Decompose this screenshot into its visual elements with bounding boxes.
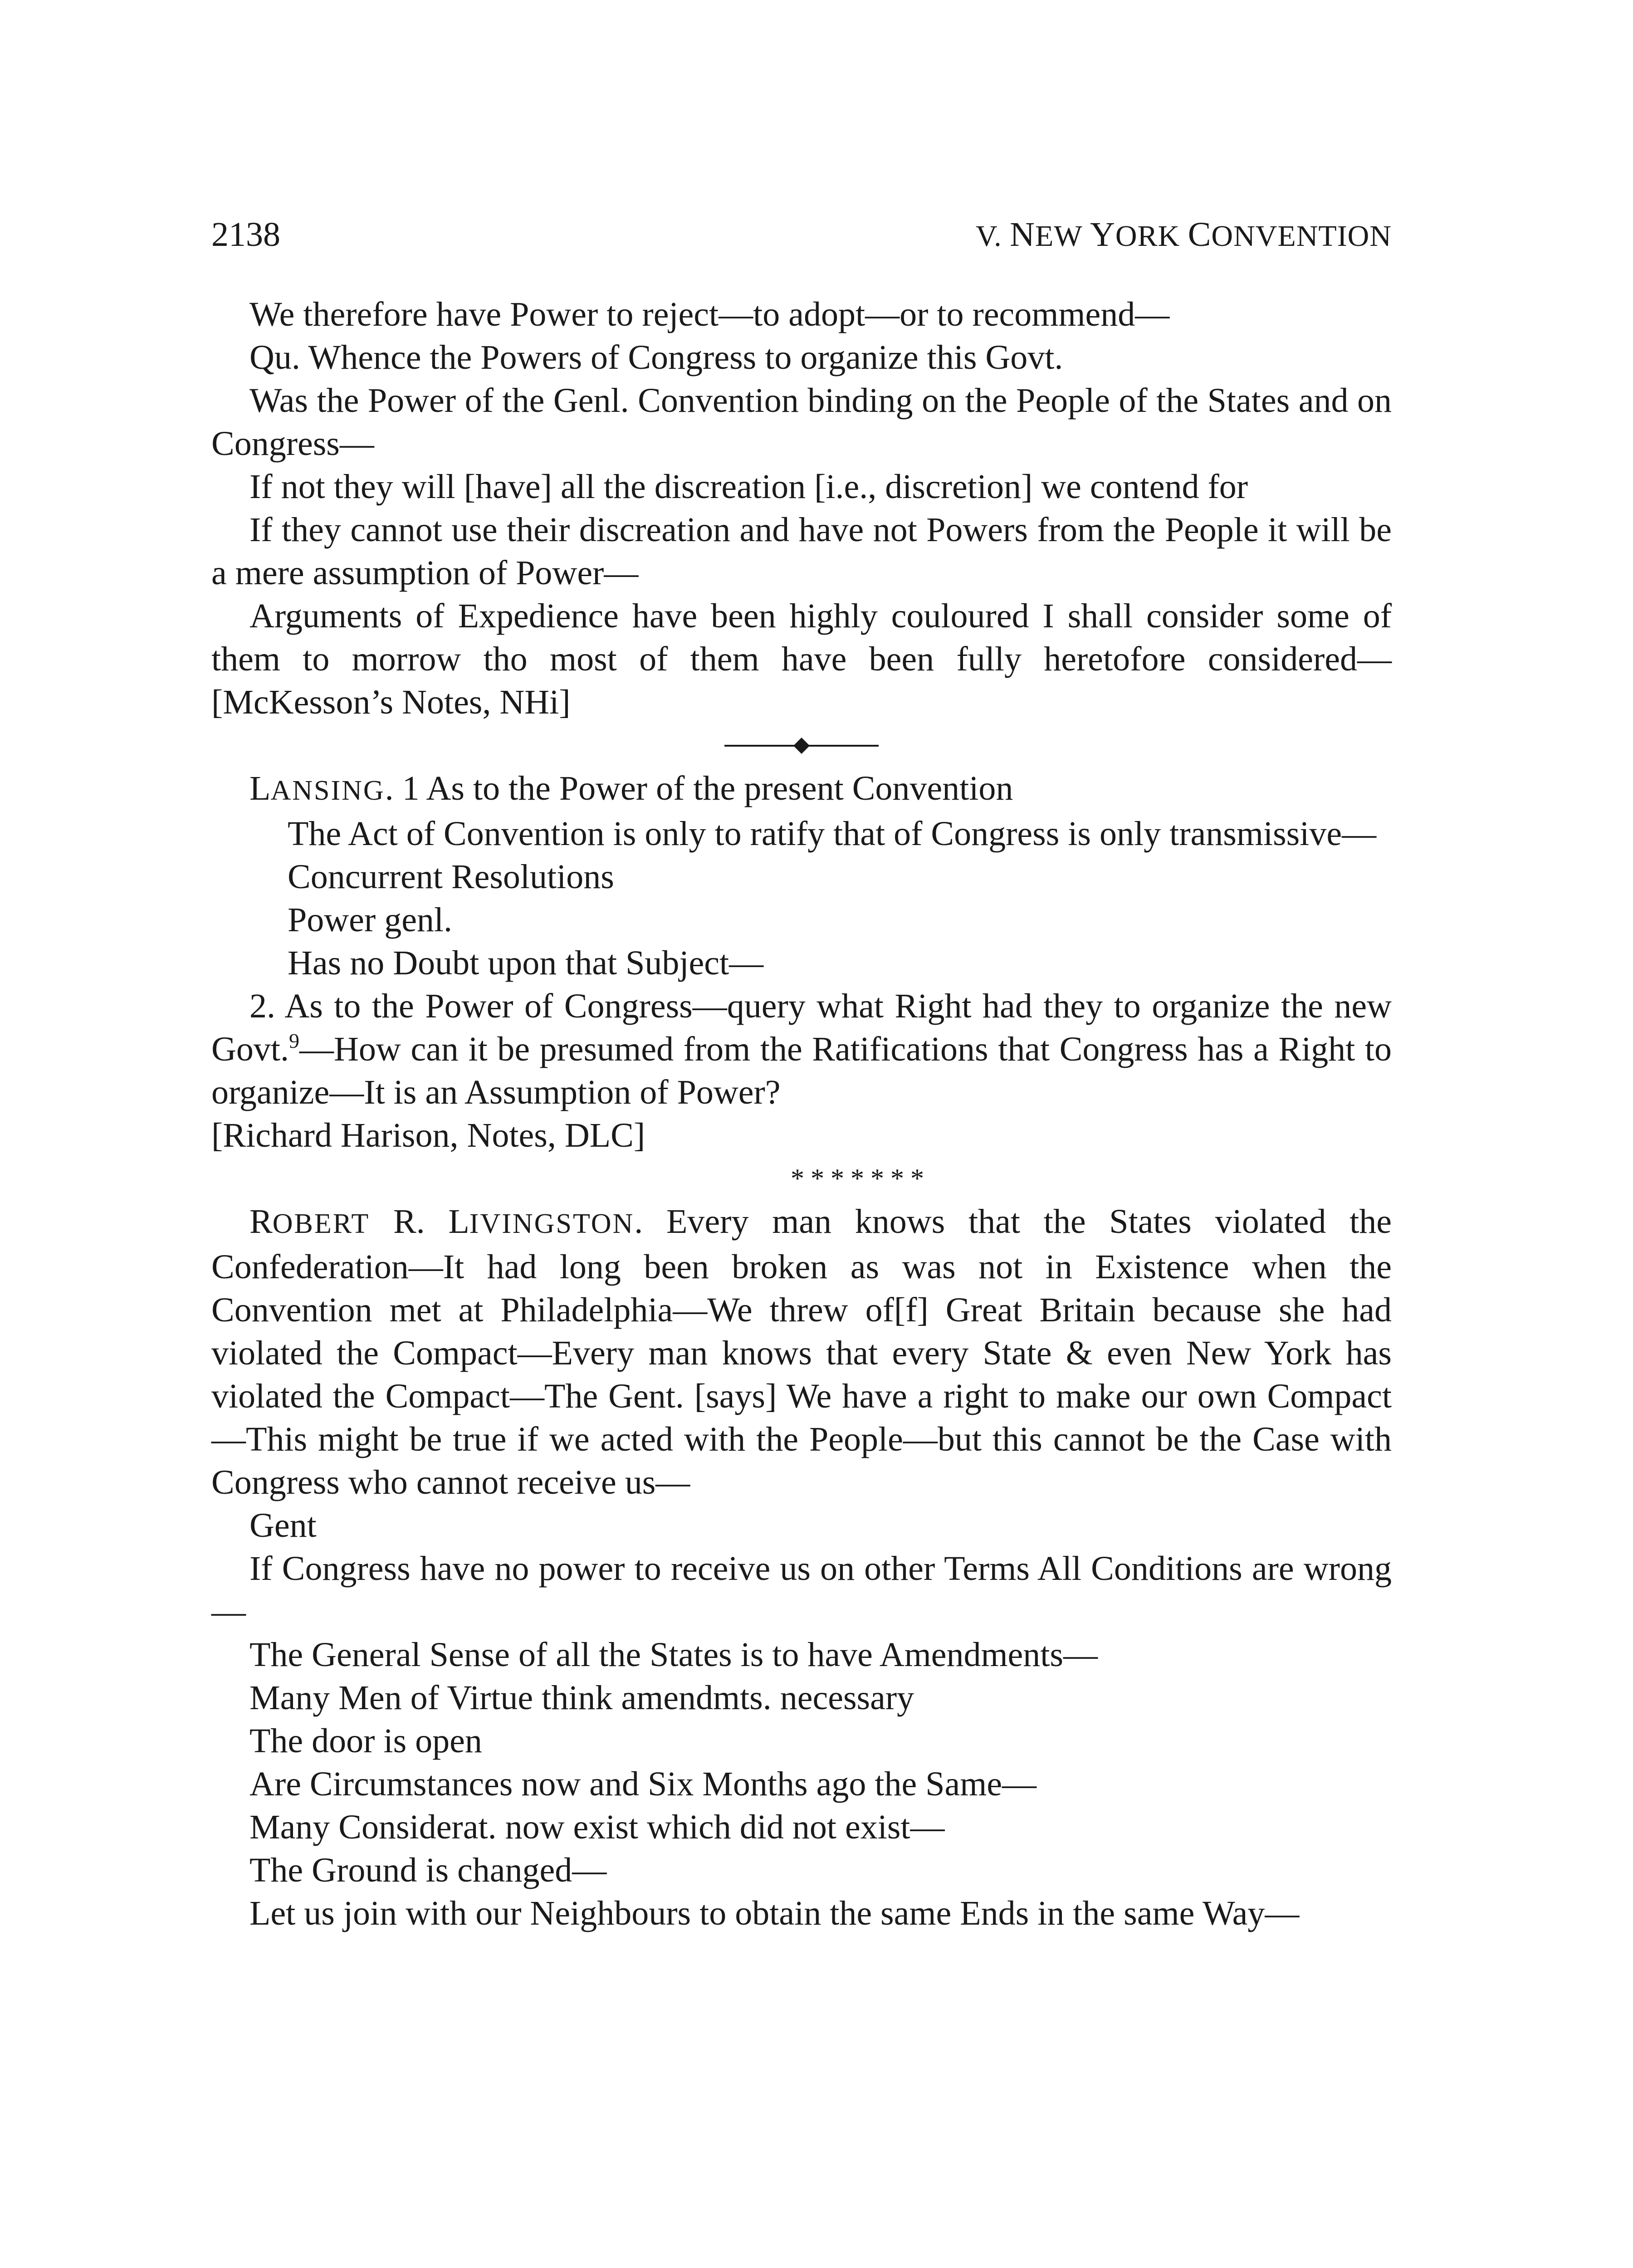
page-header — [211, 213, 1392, 259]
footnote-marker: 9 — [289, 1029, 299, 1052]
paragraph: 2. As to the Power of Congress—query what Right had they to organize the new Govt.$^9$—How can it be presumed from the Ratifications that Congress has a Right to organize—It is an Assumption of Power? — [211, 987, 1392, 1111]
speaker-paragraph: LANSING. 1 As to the Power of the present Convention — [249, 769, 1013, 807]
asterisk-separator: ******* — [791, 1163, 930, 1193]
text-line: The door is open — [249, 1722, 482, 1760]
paragraph: The Act of Convention is only to ratify that of Congress is only transmissive— — [288, 815, 1377, 853]
text-line: Many Men of Virtue think amendmts. necessary — [249, 1679, 914, 1717]
list-item: Concurrent Resolutions — [288, 858, 614, 896]
section-mckesson-notes — [211, 293, 1392, 724]
speaker-name: LANSING — [249, 769, 385, 807]
paragraph: Was the Power of the Genl. Convention binding on the People of the States and on Congress— — [211, 381, 1392, 463]
text-line: The Ground is changed— — [249, 1851, 607, 1889]
paragraph: Let us join with our Neighbours to obtain the same Ends in the same Way— — [249, 1894, 1300, 1932]
text-line: Are Circumstances now and Six Months ago the Same— — [249, 1765, 1037, 1803]
section-lansing — [211, 767, 1392, 1200]
text-line: We therefore have Power to reject—to adopt—or to recommend— — [249, 295, 1170, 333]
section-ornament-icon — [211, 724, 1392, 767]
source-citation: [Richard Harison, Notes, DLC] — [211, 1116, 645, 1154]
paragraph: If they cannot use their discreation and have not Powers from the People it will be a mere assumption of Power— — [211, 511, 1392, 592]
list-item: Power genl. — [288, 901, 453, 939]
document-page — [211, 213, 1392, 1935]
text-line: Many Considerat. now exist which did not exist— — [249, 1808, 945, 1846]
text-line: Gent — [249, 1506, 317, 1545]
speaker-paragraph: ROBERT R. LIVINGSTON. Every man knows that the States violated the Confederation—It had long been broken as was not in Existence when the Convention met at Philadelphia—We threw of[f] Great Britain because she had violated the Compact—Every man knows that every State & even New York has violated the Compact—The Gent. [says] We have a right to make our own Compact—This might be true if we acted with the People—but this cannot be the Case with Congress who cannot receive us— — [211, 1202, 1392, 1501]
page-number: 2138 — [211, 215, 280, 254]
text-line: The General Sense of all the States is to have Amendments— — [249, 1636, 1098, 1674]
section-livingston — [211, 1200, 1392, 1935]
text-line: Qu. Whence the Powers of Congress to organize this Govt. — [249, 338, 1063, 376]
paragraph: If Congress have no power to receive us on other Terms All Conditions are wrong— — [211, 1549, 1392, 1631]
paragraph: Arguments of Expedience have been highly couloured I shall consider some of them to morrow tho most of them have been fully heretofore considered— [McKesson’s Notes, NHi] — [211, 597, 1392, 721]
speaker-name: ROBERT R. LIVINGSTON — [249, 1202, 635, 1241]
paragraph: If not they will [have] all the discreation [i.e., discretion] we contend for — [249, 468, 1248, 506]
list-item: Has no Doubt upon that Subject— — [288, 944, 764, 982]
running-head: V. NEW YORK CONVENTION — [975, 215, 1392, 254]
